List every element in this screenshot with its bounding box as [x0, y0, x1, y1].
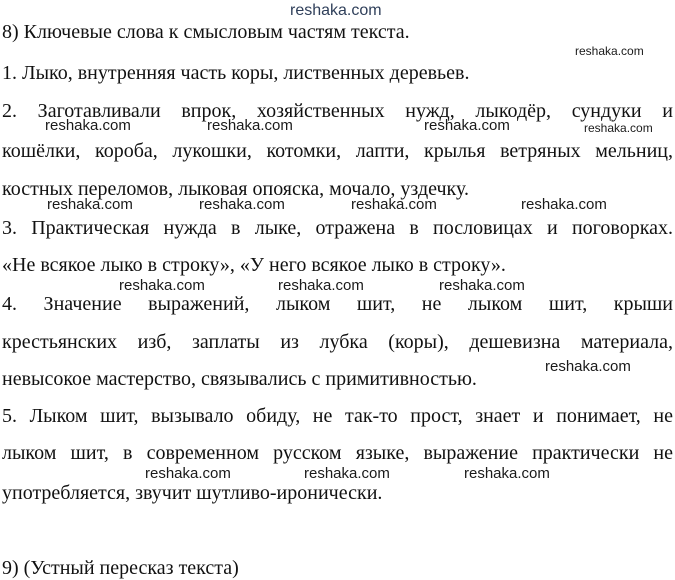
paragraph-line: невысокое мастерство, связывались с примитивностью. — [2, 368, 477, 390]
paragraph-line: крестьянских изб, заплаты из лубка (коры), дешевизна материала, — [2, 331, 673, 353]
watermark: reshaka.com — [145, 465, 231, 482]
heading-retelling: 9) (Устный пересказ текста) — [2, 557, 239, 579]
paragraph-line: кошёлки, короба, лукошки, котомки, лапти, крылья ветряных мельниц, — [2, 140, 673, 162]
paragraph-line: 5. Лыком шит, вызывало обиду, не так-то прост, знает и понимает, не — [2, 405, 673, 427]
watermark: reshaka.com — [584, 121, 653, 135]
watermark: reshaka.com — [47, 196, 133, 213]
paragraph-line: костных переломов, лыковая опояска, мочало, уздечку. — [2, 178, 469, 200]
watermark: reshaka.com — [521, 196, 607, 213]
watermark: reshaka.com — [424, 117, 510, 134]
watermark: reshaka.com — [464, 465, 550, 482]
watermark: reshaka.com — [304, 465, 390, 482]
paragraph-line: употребляется, звучит шутливо-иронически. — [2, 482, 383, 504]
watermark: reshaka.com — [119, 277, 205, 294]
watermark: reshaka.com — [439, 277, 525, 294]
paragraph-line: 4. Значение выражений, лыком шит, не лыком шит, крыши — [2, 293, 673, 315]
watermark: reshaka.com — [575, 44, 644, 58]
watermark: reshaka.com — [45, 117, 131, 134]
paragraph-line: 2. Заготавливали впрок, хозяйственных нужд, лыкодёр, сундуки и — [2, 100, 673, 122]
watermark: reshaka.com — [545, 358, 631, 375]
heading-keywords: 8) Ключевые слова к смысловым частям текста. — [2, 21, 410, 43]
paragraph-line: лыком шит, в современном русском языке, выражение практически не — [2, 442, 673, 464]
paragraph-line: «Не всякое лыко в строку», «У него всякое лыко в строку». — [2, 254, 506, 276]
paragraph-line: 1. Лыко, внутренняя часть коры, лиственных деревьев. — [2, 62, 470, 84]
watermark: reshaka.com — [290, 2, 382, 19]
watermark: reshaka.com — [207, 117, 293, 134]
watermark: reshaka.com — [351, 196, 437, 213]
paragraph-line: 3. Практическая нужда в лыке, отражена в пословицах и поговорках. — [2, 217, 673, 239]
watermark: reshaka.com — [278, 277, 364, 294]
watermark: reshaka.com — [199, 196, 285, 213]
